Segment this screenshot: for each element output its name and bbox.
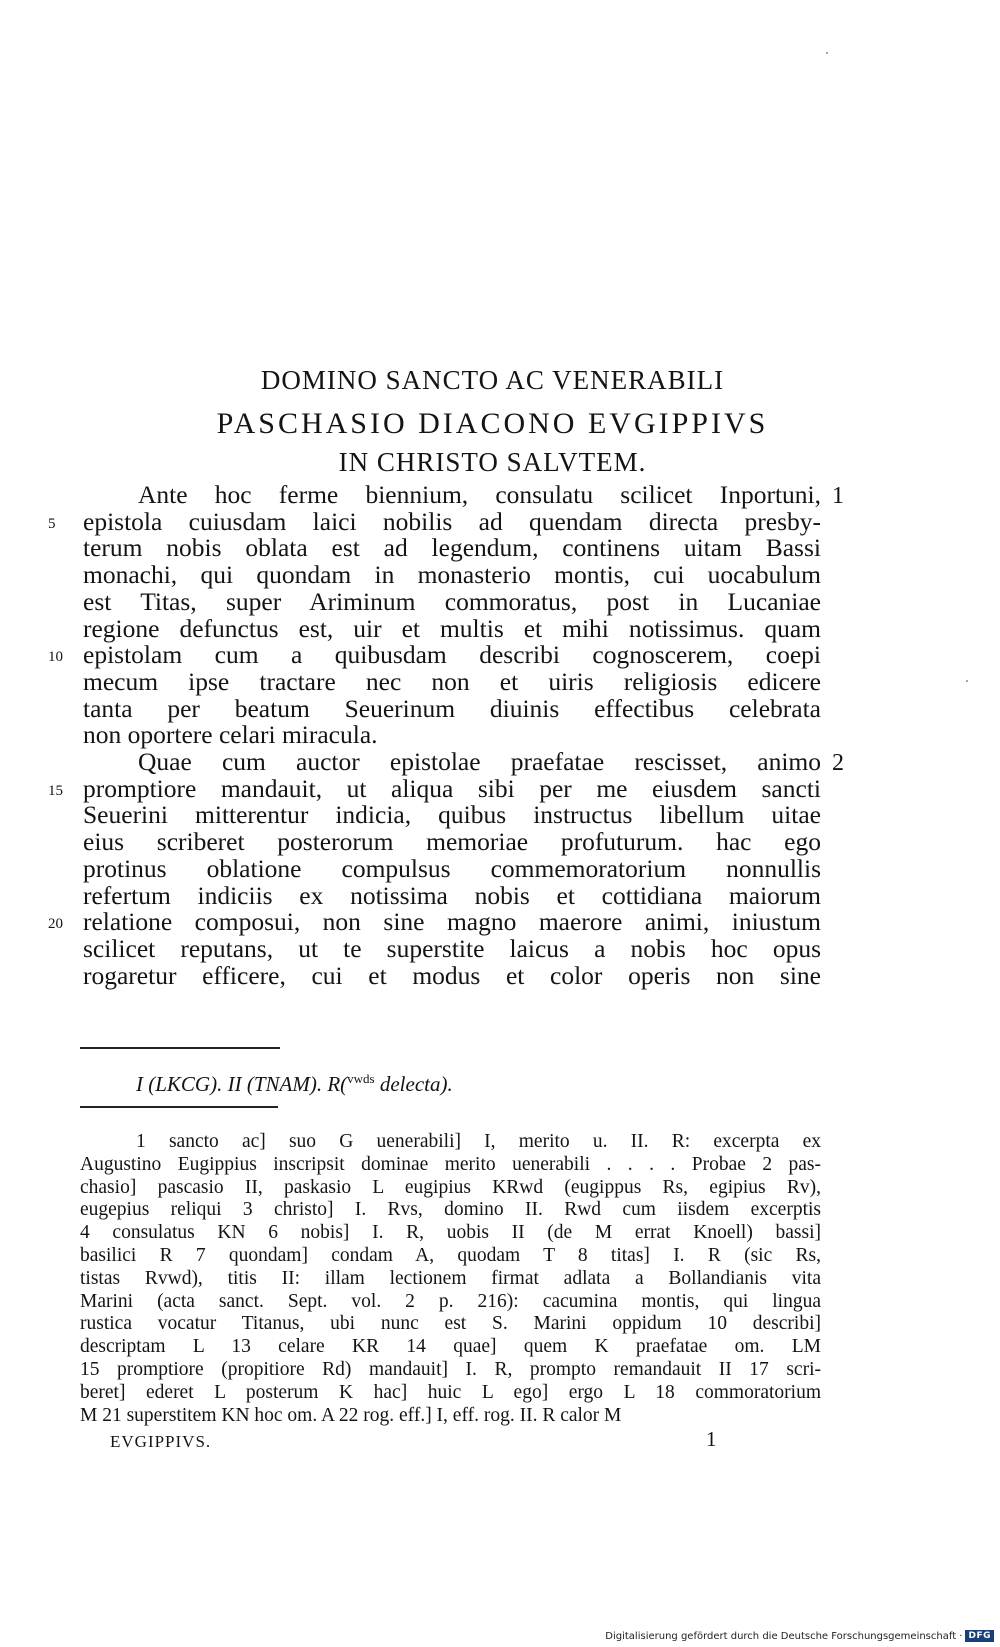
apparatus-line: eugepius reliqui 3 christo] I. Rvs, domino II. Rwd cum iisdem excerptis: [80, 1199, 821, 1221]
dedication-line-2: PASCHASIO DIACONO EVGIPPIVS: [216, 407, 769, 440]
digitization-text: Digitalisierung gefördert durch die Deutsche Forschungsgemeinschaft ·: [605, 1630, 963, 1642]
text-line: Seuerini mitterentur indicia, quibus instructus libellum uitae: [83, 800, 821, 830]
text-line: promptiore mandauit, ut aliqua sibi per me eiusdem sancti: [83, 773, 821, 803]
apparatus-line: 4 consulatus KN 6 nobis] I. R, uobis II (de M errat Knoell) bassi]: [80, 1222, 821, 1244]
apparatus-line: descriptam L 13 celare KR 14 quae] quem K praefatae om. LM: [80, 1336, 821, 1358]
apparatus-line: basilici R 7 quondam] condam A, quodam T 8 titas] I. R (sic Rs,: [80, 1245, 821, 1266]
text-line: non oportere celari miracula.: [83, 720, 378, 750]
text-line: mecum ipse tractare nec non et uiris religiosis edicere: [83, 666, 821, 696]
text-line: Quae cum auctor epistolae praefatae rescisset, animo: [138, 747, 821, 776]
dedication-line-1: DOMINO SANCTO AC VENERABILI: [260, 365, 725, 395]
text-line: Ante hoc ferme biennium, consulatu scilicet Inportuni,: [138, 480, 821, 509]
apparatus-line: 15 promptiore (propitiore Rd) mandauit] I. R, prompto remandauit II 17 scri-: [80, 1359, 821, 1380]
text-line: epistolam cum a quibusdam describi cognoscerem, coepi: [83, 640, 821, 670]
apparatus-line: rustica vocatur Titanus, ubi nunc est S. Marini oppidum 10 describi]: [80, 1313, 821, 1335]
apparatus-line: tistas Rvwd), titis II: illam lectionem firmat adlata a Bollandianis vita: [80, 1267, 821, 1289]
dedication-line-3: IN CHRISTO SALVTEM.: [338, 447, 647, 477]
text-line: protinus oblatione compulsus commemoratorium nonnullis: [83, 853, 821, 883]
text-line: refertum indiciis ex notissima nobis et cottidiana maiorum: [83, 880, 821, 910]
line-number: 20: [48, 916, 63, 933]
text-line: regione defunctus est, uir et multis et mihi notissimus. quam: [83, 613, 821, 643]
scan-speck: [966, 680, 968, 682]
text-line: epistola cuiusdam laici nobilis ad quendam directa presby-: [83, 506, 821, 536]
apparatus-line: 1 sancto ac] suo G uenerabili] I, merito u. II. R: excerpta ex: [136, 1131, 821, 1152]
dfg-logo: DFG: [965, 1630, 994, 1642]
text-line: tanta per beatum Seuerinum diuinis effectibus celebrata: [83, 693, 821, 723]
apparatus-rule: [80, 1106, 278, 1108]
text-line: monachi, qui quondam in monasterio montis, cui uocabulum: [83, 560, 821, 590]
apparatus-line: Augustino Eugippius inscripsit dominae merito uenerabili . . . . Probae 2 pas-: [80, 1153, 821, 1175]
text-line: eius scriberet posterorum memoriae profuturum. hac ego: [83, 827, 821, 857]
apparatus-line: chasio] pascasio II, paskasio L eugipius KRwd (eugippus Rs, egipius Rv),: [80, 1176, 821, 1198]
running-footer: EVGIPPIVS.: [110, 1432, 212, 1451]
text-line: scilicet reputans, ut te superstite laicus a nobis hoc opus: [83, 933, 821, 963]
apparatus-line: M 21 superstitem KN hoc om. A 22 rog. eff.] I, eff. rog. II. R calor M: [80, 1404, 622, 1426]
text-line: rogaretur efficere, cui et modus et color operis non sine: [83, 960, 821, 990]
scan-speck: [826, 52, 828, 54]
manuscript-sigla: I (LKCG). II (TNAM). R($^{vwds}$ delecta).: [136, 1071, 453, 1096]
line-number: 5: [48, 515, 56, 532]
text-line: terum nobis oblata est ad legendum, continens uitam Bassi: [83, 533, 821, 563]
apparatus-line: beret] ederet L posterum K hac] huic L ego] ergo L 18 commoratorium: [80, 1381, 821, 1403]
line-number: 10: [48, 649, 63, 666]
apparatus-line: Marini (acta sanct. Sept. vol. 2 p. 216): cacumina montis, qui lingua: [80, 1290, 821, 1312]
text-line: est Titas, super Ariminum commoratus, post in Lucaniae: [83, 586, 821, 616]
apparatus-rule-short: [80, 1047, 280, 1049]
digitization-notice: [605, 1630, 994, 1642]
text-line: relatione composui, non sine magno maerore animi, iniustum: [83, 907, 821, 937]
page-number: 1: [706, 1427, 717, 1451]
line-number: 15: [48, 782, 63, 799]
section-number: 1: [832, 483, 844, 509]
section-number: 2: [832, 750, 844, 776]
